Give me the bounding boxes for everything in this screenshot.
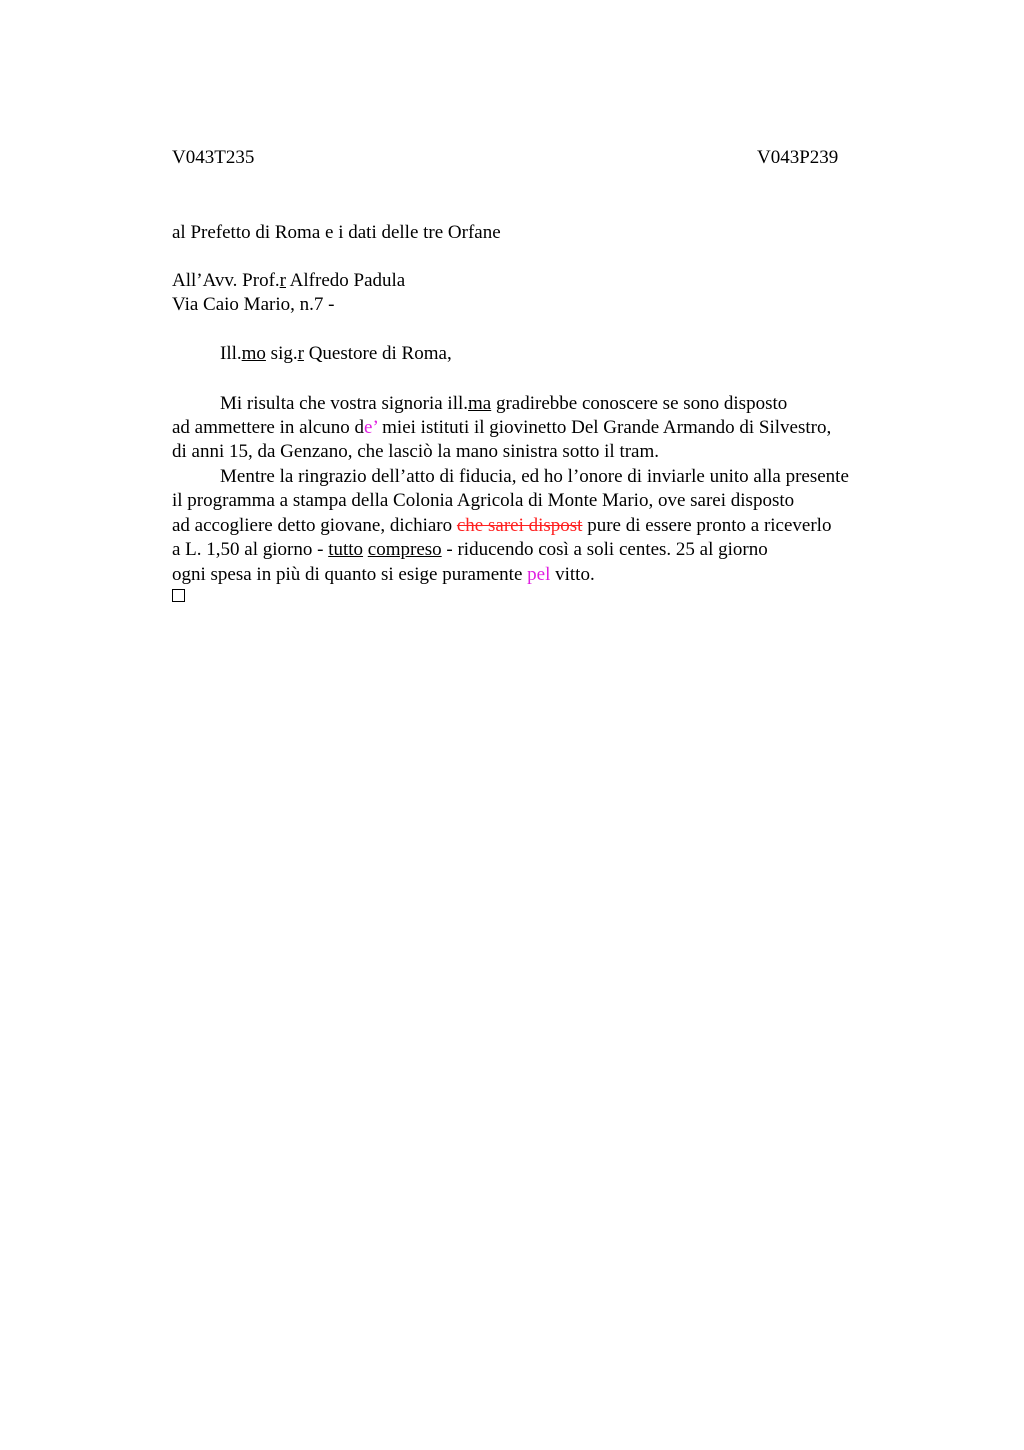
body-line: Mentre la ringrazio dell’atto di fiducia, ed ho l’onore di inviarle unito alla presente — [220, 466, 849, 487]
body-line: ad ammettere in alcuno de’ miei istituti il giovinetto Del Grande Armando di Silvestro, — [172, 417, 832, 438]
salutation: Ill.mo sig.r Questore di Roma, — [220, 343, 452, 364]
body-line: il programma a stampa della Colonia Agricola di Monte Mario, ove sarei disposto — [172, 490, 795, 511]
subject-line: al Prefetto di Roma e i dati delle tre Orfane — [172, 222, 501, 243]
checkbox-icon — [172, 589, 185, 602]
deleted-text: che sarei dispost — [456, 515, 583, 536]
address-line-2: Via Caio Mario, n.7 - — [172, 294, 335, 315]
body-line: Mi risulta che vostra signoria ill.ma gradirebbe conoscere se sono disposto — [220, 393, 788, 414]
body-line: ogni spesa in più di quanto si esige puramente pel vitto. — [172, 564, 595, 585]
archive-code-left: V043T235 — [172, 147, 255, 168]
insertion-mark: pel — [527, 564, 551, 585]
body-line: di anni 15, da Genzano, che lasciò la mano sinistra sotto il tram. — [172, 441, 660, 462]
address-line-1: All’Avv. Prof.r Alfredo Padula — [172, 270, 406, 291]
body-line: a L. 1,50 al giorno - tutto compreso - riducendo così a soli centes. 25 al giorno — [172, 539, 768, 560]
archive-code-right: V043P239 — [757, 147, 839, 168]
insertion-mark: e’ — [364, 417, 378, 438]
body-line: ad accogliere detto giovane, dichiaro che sarei dispost pure di essere pronto a riceverlo — [172, 515, 832, 536]
